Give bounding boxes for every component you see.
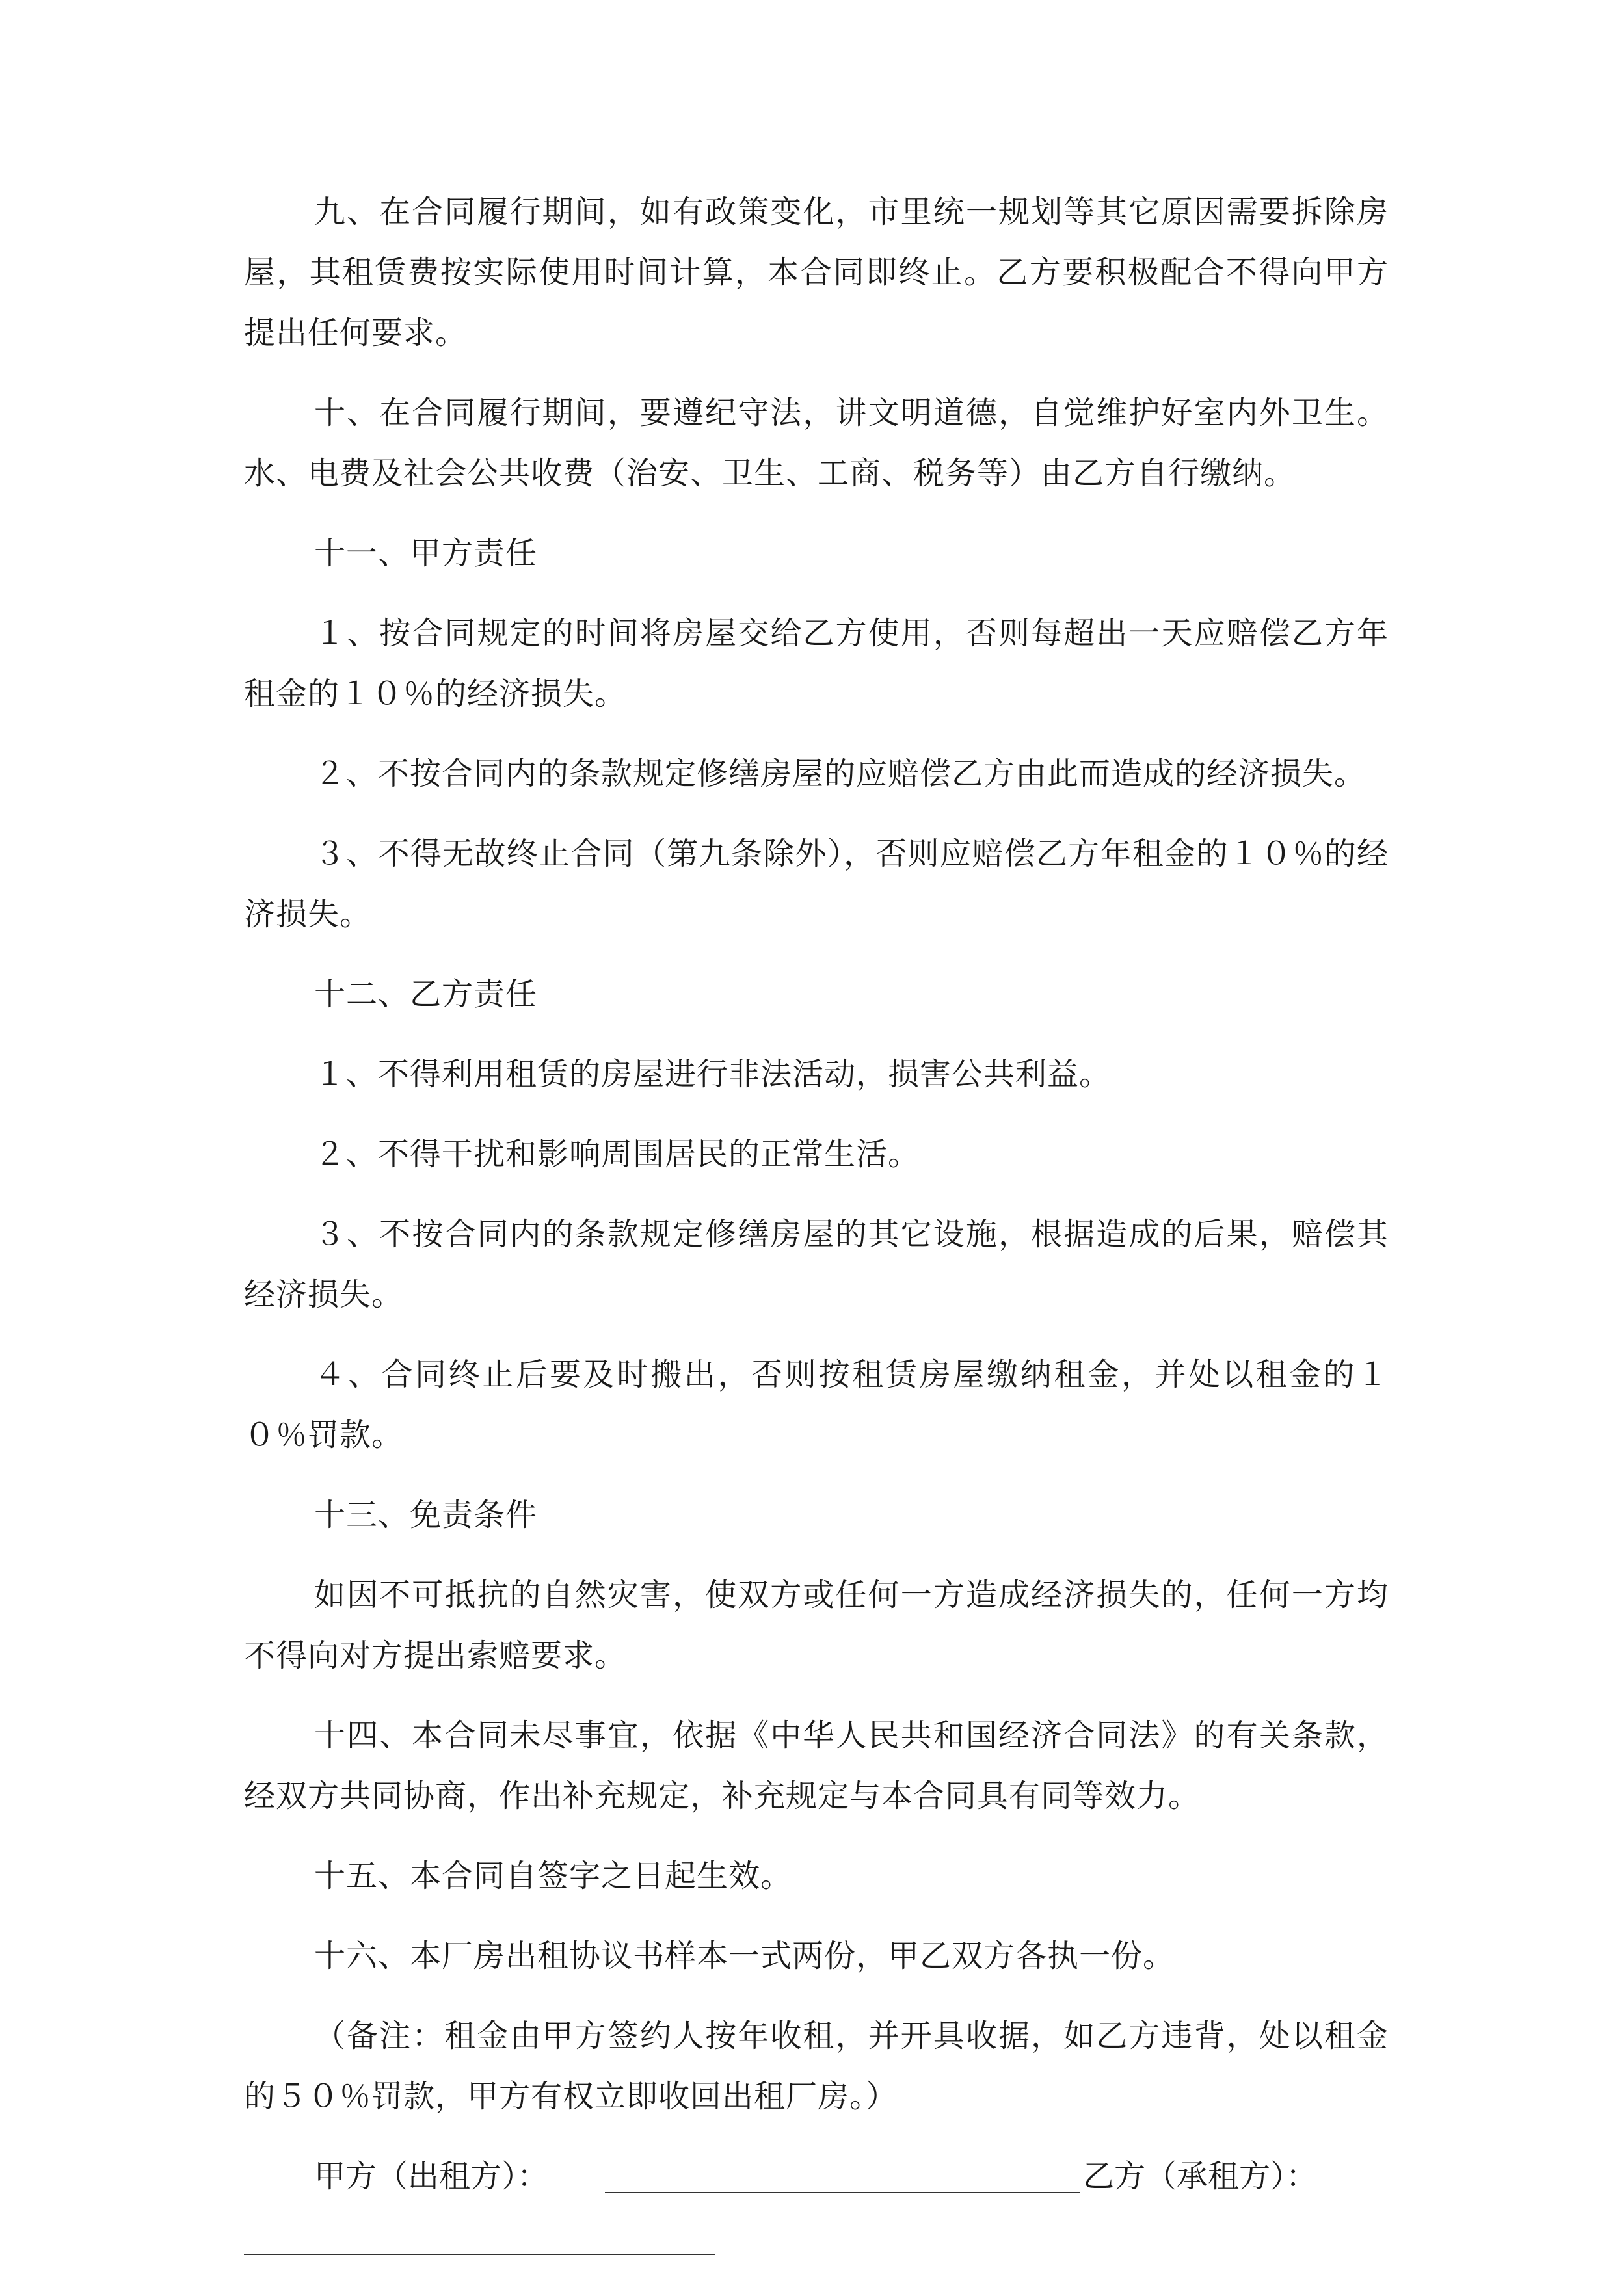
article-13-title: 十三、免责条件 <box>314 1497 538 1533</box>
article-11-item-1: １、按合同规定的时间将房屋交给乙方使用，否则每超出一天应赔偿乙方年租金的１０％的经济损失。 <box>244 615 1389 712</box>
article-11-item-2: ２、不按合同内的条款规定修缮房屋的应赔偿乙方由此而造成的经济损失。 <box>314 756 1366 792</box>
article-15: 十五、本合同自签字之日起生效。 <box>314 1858 793 1894</box>
remark-note: （备注：租金由甲方签约人按年收租，并开具收据，如乙方违背，处以租金的５０％罚款，甲方有权立即收回出租厂房。） <box>244 2018 1389 2115</box>
party-b-label: 乙方（承租方）： <box>1083 2158 1318 2195</box>
article-12-item-2: ２、不得干扰和影响周围居民的正常生活。 <box>314 1136 920 1172</box>
party-a-label: 甲方（出租方）： <box>314 2158 549 2195</box>
signature-row <box>244 2146 1389 2218</box>
article-9: 九、在合同履行期间，如有政策变化，市里统一规划等其它原因需要拆除房屋，其租赁费按实际使用时间计算，本合同即终止。乙方要积极配合不得向甲方提出任何要求。 <box>244 194 1389 351</box>
party-b-signature-area <box>244 2218 1389 2296</box>
article-11-title: 十一、甲方责任 <box>314 535 538 572</box>
article-12-item-3: ３、不按合同内的条款规定修缮房屋的其它设施，根据造成的后果，赔偿其经济损失。 <box>244 1216 1389 1313</box>
article-10: 十、在合同履行期间，要遵纪守法，讲文明道德，自觉维护好室内外卫生。水、电费及社会公共收费（治安、卫生、工商、税务等）由乙方自行缴纳。 <box>244 395 1389 492</box>
party-a-signature-line <box>605 2192 1080 2193</box>
contract-page <box>244 182 1389 2296</box>
article-16: 十六、本厂房出租协议书样本一式两份，甲乙双方各执一份。 <box>314 1938 1175 1974</box>
party-b-signature-line <box>244 2254 715 2255</box>
article-12-item-4: ４、合同终止后要及时搬出，否则按租赁房屋缴纳租金，并处以租金的１０％罚款。 <box>244 1356 1389 1453</box>
article-13-body: 如因不可抵抗的自然灾害，使双方或任何一方造成经济损失的，任何一方均不得向对方提出索赔要求。 <box>244 1577 1389 1674</box>
article-14: 十四、本合同未尽事宜，依据《中华人民共和国经济合同法》的有关条款，经双方共同协商，作出补充规定，补充规定与本合同具有同等效力。 <box>244 1717 1389 1814</box>
article-12-title: 十二、乙方责任 <box>314 976 538 1012</box>
article-12-item-1: １、不得利用租赁的房屋进行非法活动，损害公共利益。 <box>314 1056 1112 1092</box>
article-11-item-3: ３、不得无故终止合同（第九条除外），否则应赔偿乙方年租金的１０％的经济损失。 <box>244 836 1389 932</box>
